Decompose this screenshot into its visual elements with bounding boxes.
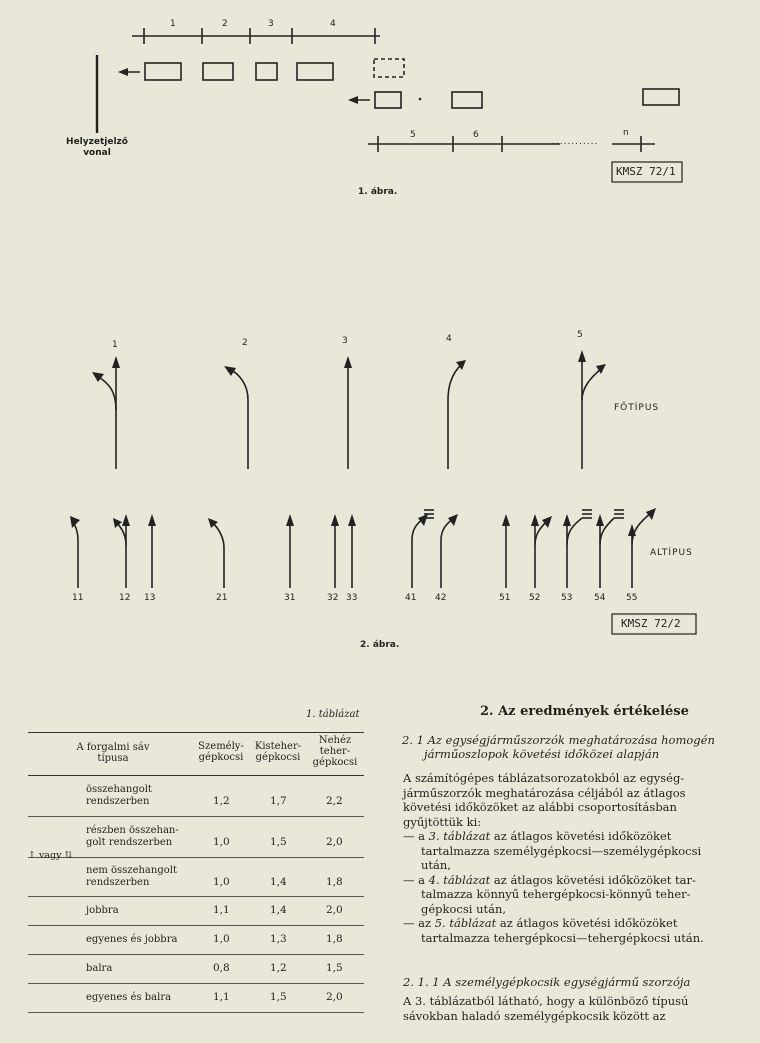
main-number-2: 2	[242, 338, 248, 348]
figure2-caption: 2. ábra.	[360, 640, 400, 650]
main-number-1: 1	[112, 340, 118, 350]
cell-light: 1,4	[270, 876, 287, 888]
list-item: — az 5. táblázat az átlagos követési időközöket tartalmazza tehergépkocsi—tehergépkocsi után.	[403, 916, 704, 945]
table-header	[28, 732, 364, 776]
row-label: egyenes és balra	[86, 992, 172, 1003]
row-label: részben összehan- golt rendszerben	[86, 825, 179, 848]
segment-label-1: 1	[170, 19, 176, 29]
header-lane-type: A forgalmi sáv típusa	[76, 742, 150, 764]
table-row	[28, 776, 364, 817]
segment-label-5: 5	[410, 130, 416, 140]
cell-heavy: 1,5	[326, 962, 343, 974]
cell-heavy: 1,8	[326, 933, 343, 945]
paragraph-2: A 3. táblázatból látható, hogy a különböző típusú sávokban haladó személygépkocsik között az	[403, 994, 689, 1023]
table-row	[28, 858, 364, 897]
sub-number-12: 12	[119, 593, 131, 603]
cell-light: 1,2	[270, 962, 287, 974]
table-row	[28, 897, 364, 926]
figure1-code: KMSZ 72/1	[616, 165, 676, 178]
header-heavy-truck: Nehéz teher- gépkocsi	[312, 735, 358, 768]
cell-car: 1,0	[213, 836, 230, 848]
cell-car: 1,0	[213, 933, 230, 945]
position-line-label: Helyzetjelző vonal	[66, 137, 128, 158]
subheading: 2. 1 Az egységjárműszorzók meghatározása homogén járműoszlopok követési időközei alapján	[402, 733, 715, 761]
sub-number-11: 11	[72, 593, 84, 603]
sub-number-13: 13	[144, 593, 156, 603]
cell-car: 1,2	[213, 795, 230, 807]
section-heading: 2. Az eredmények értékelése	[480, 704, 689, 719]
main-number-5: 5	[577, 330, 583, 340]
cell-light: 1,3	[270, 933, 287, 945]
header-car: Személy- gépkocsi	[198, 741, 244, 763]
segment-label-2: 2	[222, 19, 228, 29]
table-row	[28, 926, 364, 955]
table-row	[28, 955, 364, 984]
segment-label-4: 4	[330, 19, 336, 29]
table-side-note: ↑ vagy ⇅	[28, 850, 73, 861]
table-row	[28, 817, 364, 858]
table-title: 1. táblázat	[306, 709, 360, 720]
sub-number-32: 32	[327, 593, 339, 603]
main-number-3: 3	[342, 336, 348, 346]
row-label: nem összehangolt rendszerben	[86, 865, 177, 888]
cell-light: 1,4	[270, 904, 287, 916]
sub-number-53: 53	[561, 593, 573, 603]
cell-heavy: 1,8	[326, 876, 343, 888]
dots: ............	[552, 137, 599, 147]
cell-light: 1,5	[270, 836, 287, 848]
sub-type-label: ALTÍPUS	[650, 548, 693, 558]
row-label: összehangolt rendszerben	[86, 784, 152, 807]
row-label: balra	[86, 963, 113, 974]
header-light-truck: Kisteher- gépkocsi	[254, 741, 302, 763]
table-list	[403, 829, 753, 945]
sub-number-51: 51	[499, 593, 511, 603]
cell-light: 1,7	[270, 795, 287, 807]
sub-number-42: 42	[435, 593, 447, 603]
segment-label-6: 6	[473, 130, 479, 140]
arrow-heads	[70, 350, 656, 536]
segment-label-n: n	[623, 128, 629, 138]
list-item: — a 4. táblázat az átlagos követési időközöket tar- talmazza könnyű tehergépkocsi-könnyű teher- gépkocsi után,	[403, 872, 696, 916]
subheading-2: 2. 1. 1 A személygépkocsik egységjármű szorzója	[403, 975, 691, 989]
figure1-caption: 1. ábra.	[358, 187, 398, 197]
main-type-label: FŐTÍPUS	[614, 403, 660, 413]
sub-number-55: 55	[626, 593, 638, 603]
cell-car: 1,0	[213, 876, 230, 888]
paragraph-1: A számítógépes táblázatsorozatokból az egység- járműszorzók meghatározása céljából az átlagos követési időközöket az alábbi csoportosításban gyűjtöttük ki:	[403, 771, 686, 829]
cell-heavy: 2,0	[326, 836, 343, 848]
main-number-4: 4	[446, 334, 452, 344]
cell-car: 1,1	[213, 904, 230, 916]
figure2-code: KMSZ 72/2	[621, 617, 681, 630]
cell-light: 1,5	[270, 991, 287, 1003]
row-label: egyenes és jobbra	[86, 934, 178, 945]
cell-car: 0,8	[213, 962, 230, 974]
sub-number-52: 52	[529, 593, 541, 603]
sub-number-33: 33	[346, 593, 358, 603]
cell-car: 1,1	[213, 991, 230, 1003]
cell-heavy: 2,2	[326, 795, 343, 807]
sub-number-31: 31	[284, 593, 296, 603]
list-item: — a 3. táblázat az átlagos követési időközöket tartalmazza személygépkocsi—személygépkocsi után,	[403, 829, 702, 872]
cell-heavy: 2,0	[326, 991, 343, 1003]
sub-number-41: 41	[405, 593, 417, 603]
cell-heavy: 2,0	[326, 904, 343, 916]
sub-number-21: 21	[216, 593, 228, 603]
table-row	[28, 984, 364, 1013]
lane-factor-table	[28, 732, 364, 1013]
row-label: jobbra	[86, 905, 119, 916]
segment-label-3: 3	[268, 19, 274, 29]
sub-number-54: 54	[594, 593, 606, 603]
